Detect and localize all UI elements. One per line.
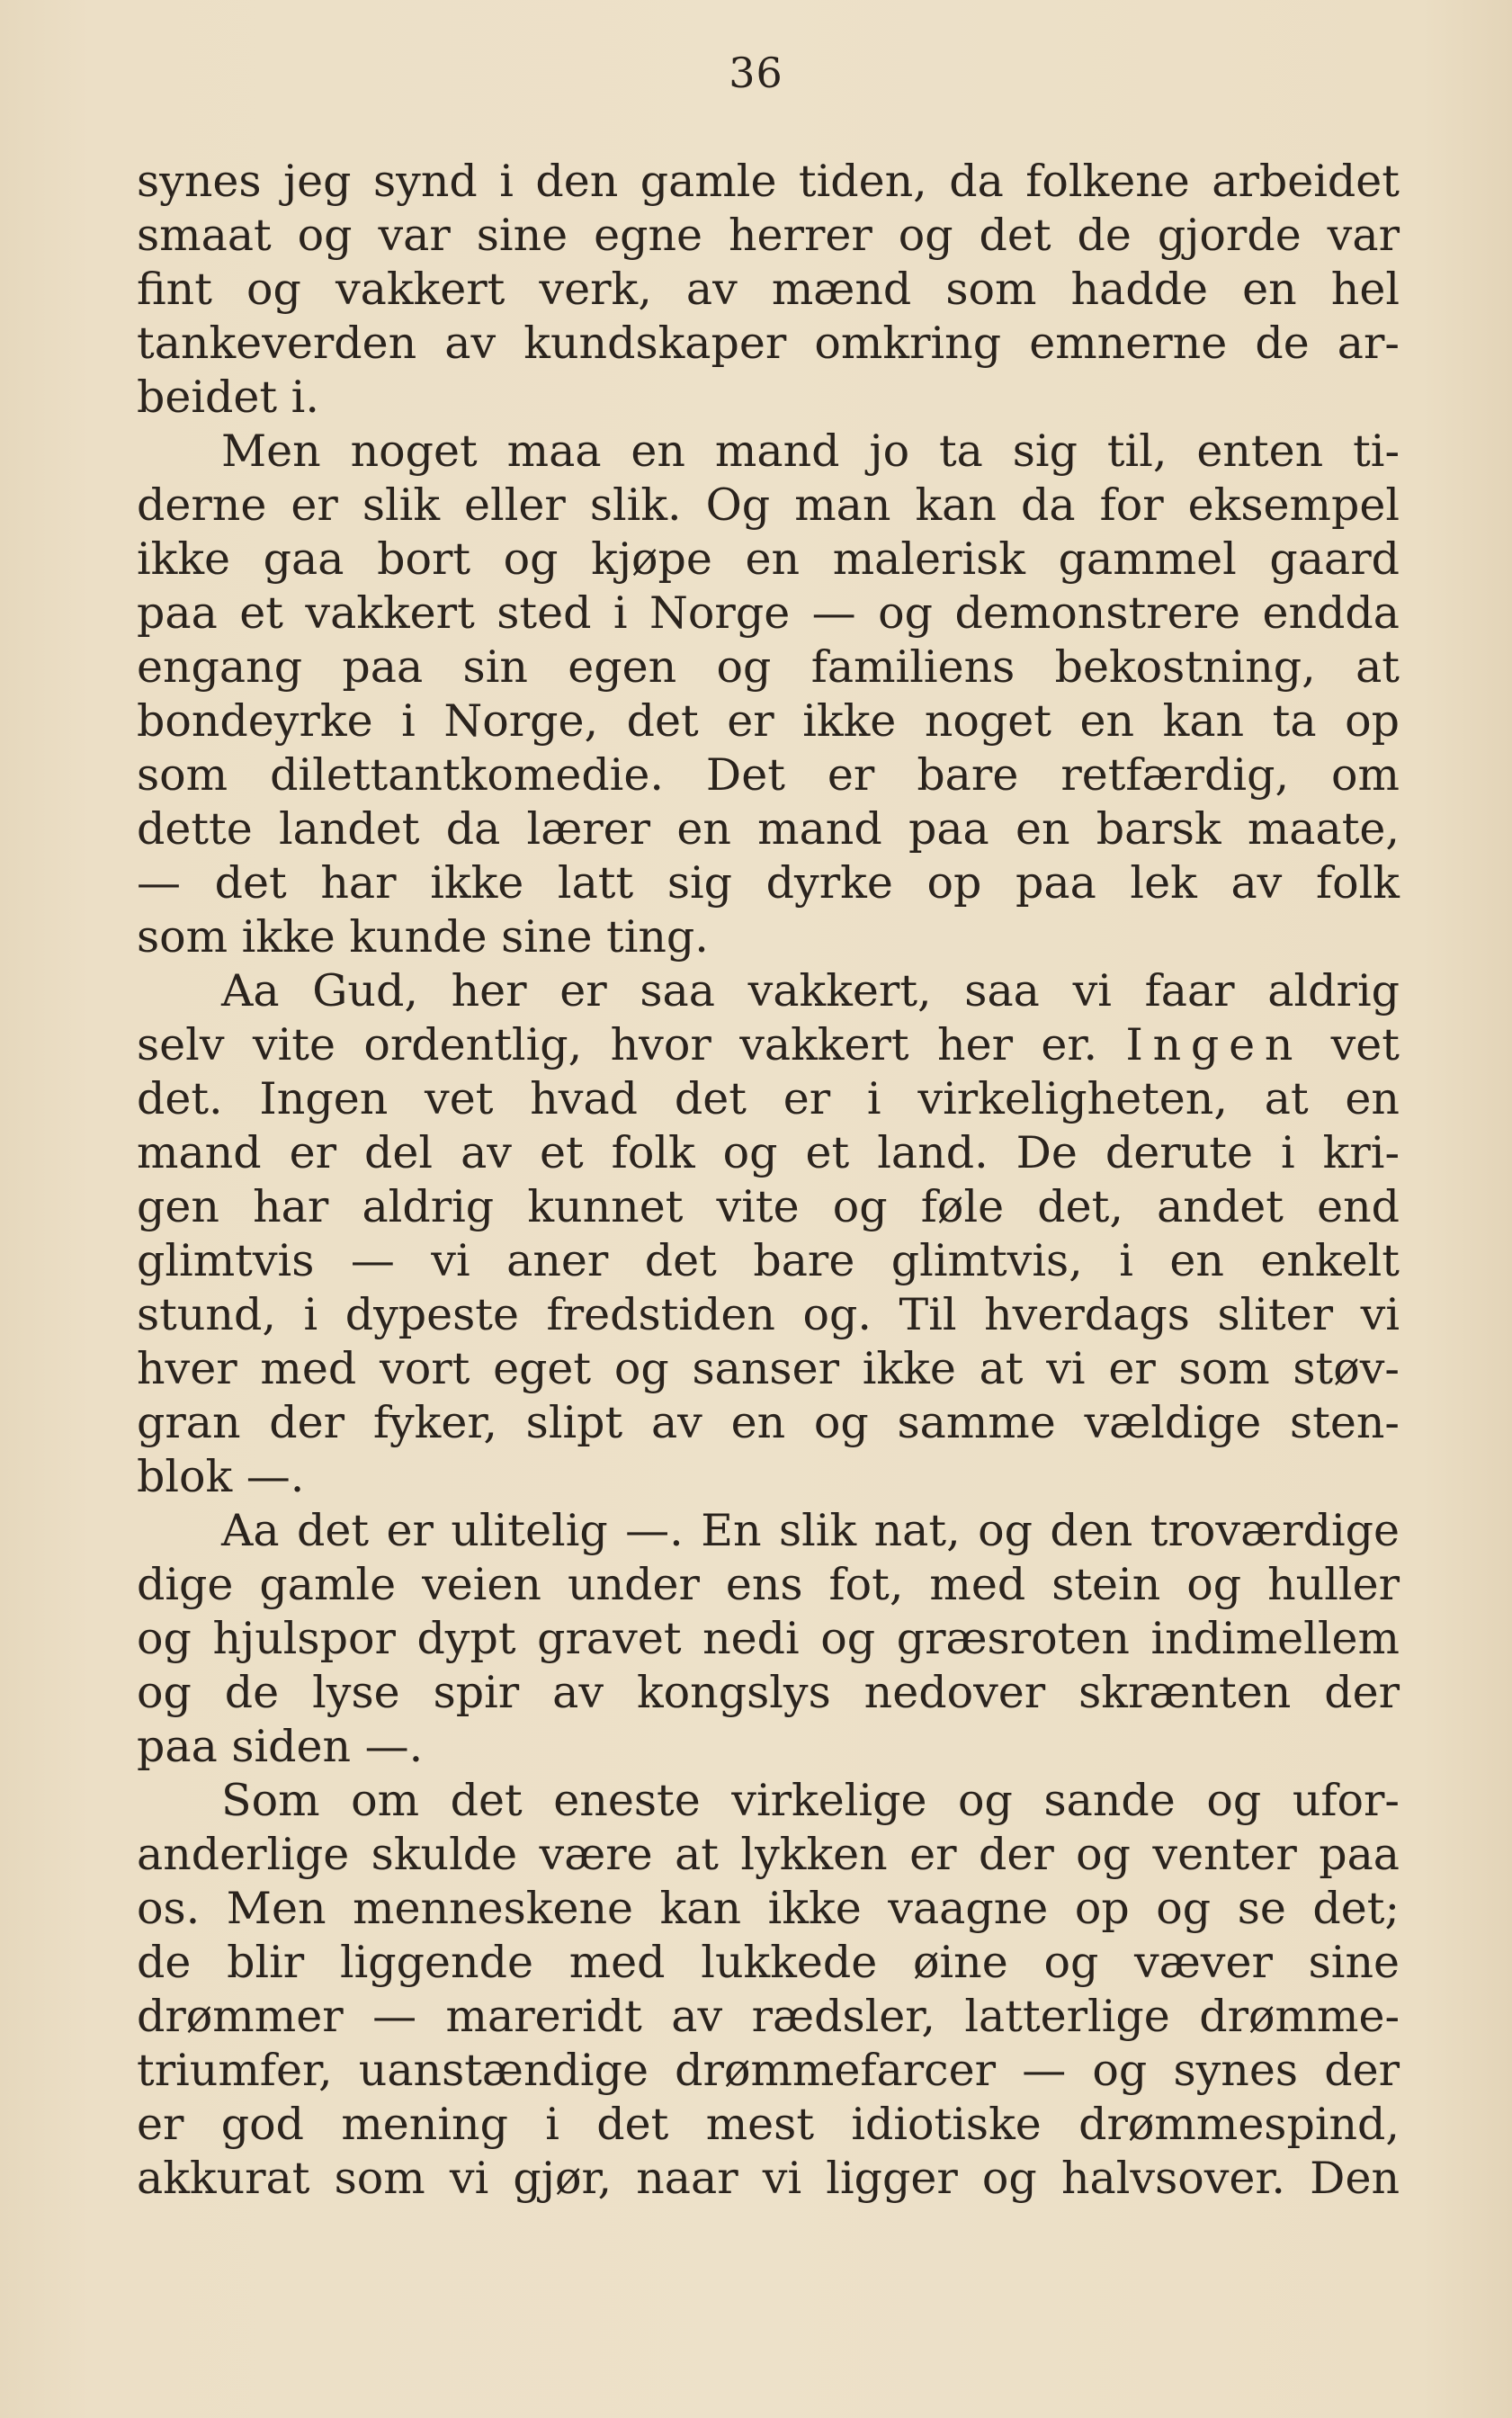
text-line: det. Ingen vet hvad det er i virkeligheten, at en xyxy=(137,1073,1400,1124)
text-line: hver med vort eget og sanser ikke at vi er som støv- xyxy=(137,1343,1400,1394)
text-line: triumfer, uanstændige drømmefarcer — og synes der xyxy=(137,2045,1400,2096)
text-line: mand er del av et folk og et land. De derute i kri- xyxy=(137,1127,1400,1178)
text-line: akkurat som vi gjør, naar vi ligger og halvsover. Den xyxy=(137,2153,1400,2204)
text-line: anderlige skulde være at lykken er der og venter paa xyxy=(137,1829,1400,1880)
text-line: er god mening i det mest idiotiske drømmespind, xyxy=(137,2099,1400,2150)
text-line: os. Men menneskene kan ikke vaagne op og se det; xyxy=(137,1883,1400,1934)
text-segment: vet xyxy=(1330,1019,1400,1070)
text-line: derne er slik eller slik. Og man kan da for eksempel xyxy=(137,479,1400,531)
text-line: dige gamle veien under ens fot, med stein og huller xyxy=(137,1559,1400,1610)
text-line: smaat og var sine egne herrer og det de gjorde var xyxy=(137,210,1400,261)
text-line: fint og vakkert verk, av mænd som hadde en hel xyxy=(137,264,1400,315)
paragraph-start-line: Aa Gud, her er saa vakkert, saa vi faar aldrig xyxy=(221,965,1400,1016)
paragraph-start-line: Aa det er ulitelig —. En slik nat, og den troværdige xyxy=(221,1505,1400,1556)
text-line: synes jeg synd i den gamle tiden, da folkene arbeidet xyxy=(137,156,1400,207)
text-line: de blir liggende med lukkede øine og væver sine xyxy=(137,1937,1400,1988)
paragraph-start-line: Men noget maa en mand jo ta sig til, enten ti- xyxy=(221,425,1400,477)
text-line: dette landet da lærer en mand paa en barsk maate, xyxy=(137,803,1400,855)
spaced-emphasis: Ingen xyxy=(1125,1019,1303,1070)
text-line: beidet i. xyxy=(137,372,319,423)
text-line: stund, i dypeste fredstiden og. Til hverdags sliter vi xyxy=(137,1289,1400,1340)
text-line: — det har ikke latt sig dyrke op paa lek av folk xyxy=(137,857,1400,909)
text-line: og de lyse spir av kongslys nedover skrænten der xyxy=(137,1667,1400,1718)
text-line: gran der fyker, slipt av en og samme vældige sten- xyxy=(137,1397,1400,1448)
text-line xyxy=(137,1018,1400,1072)
page-number: 36 xyxy=(729,49,783,97)
text-line: gen har aldrig kunnet vite og føle det, andet end xyxy=(137,1181,1400,1232)
text-line: som ikke kunde sine ting. xyxy=(137,911,709,963)
text-line: bondeyrke i Norge, det er ikke noget en kan ta op xyxy=(137,695,1400,747)
text-segment: selv vite ordentlig, hvor vakkert her er. xyxy=(137,1019,1098,1070)
text-line: som dilettantkomedie. Det er bare retfærdig, om xyxy=(137,749,1400,801)
text-line: drømmer — mareridt av rædsler, latterlige drømme- xyxy=(137,1991,1400,2042)
text-line: engang paa sin egen og familiens bekostning, at xyxy=(137,641,1400,693)
text-line: glimtvis — vi aner det bare glimtvis, i en enkelt xyxy=(137,1235,1400,1286)
text-line: tankeverden av kundskaper omkring emnerne de ar- xyxy=(137,318,1400,369)
text-line: og hjulspor dypt gravet nedi og græsroten indimellem xyxy=(137,1613,1400,1664)
text-line: paa et vakkert sted i Norge — og demonstrere endda xyxy=(137,587,1400,639)
paragraph-start-line: Som om det eneste virkelige og sande og ufor- xyxy=(221,1775,1400,1826)
body-text xyxy=(137,155,1400,2206)
text-line: blok —. xyxy=(137,1451,305,1502)
text-line: ikke gaa bort og kjøpe en malerisk gammel gaard xyxy=(137,533,1400,585)
text-line: paa siden —. xyxy=(137,1721,424,1772)
